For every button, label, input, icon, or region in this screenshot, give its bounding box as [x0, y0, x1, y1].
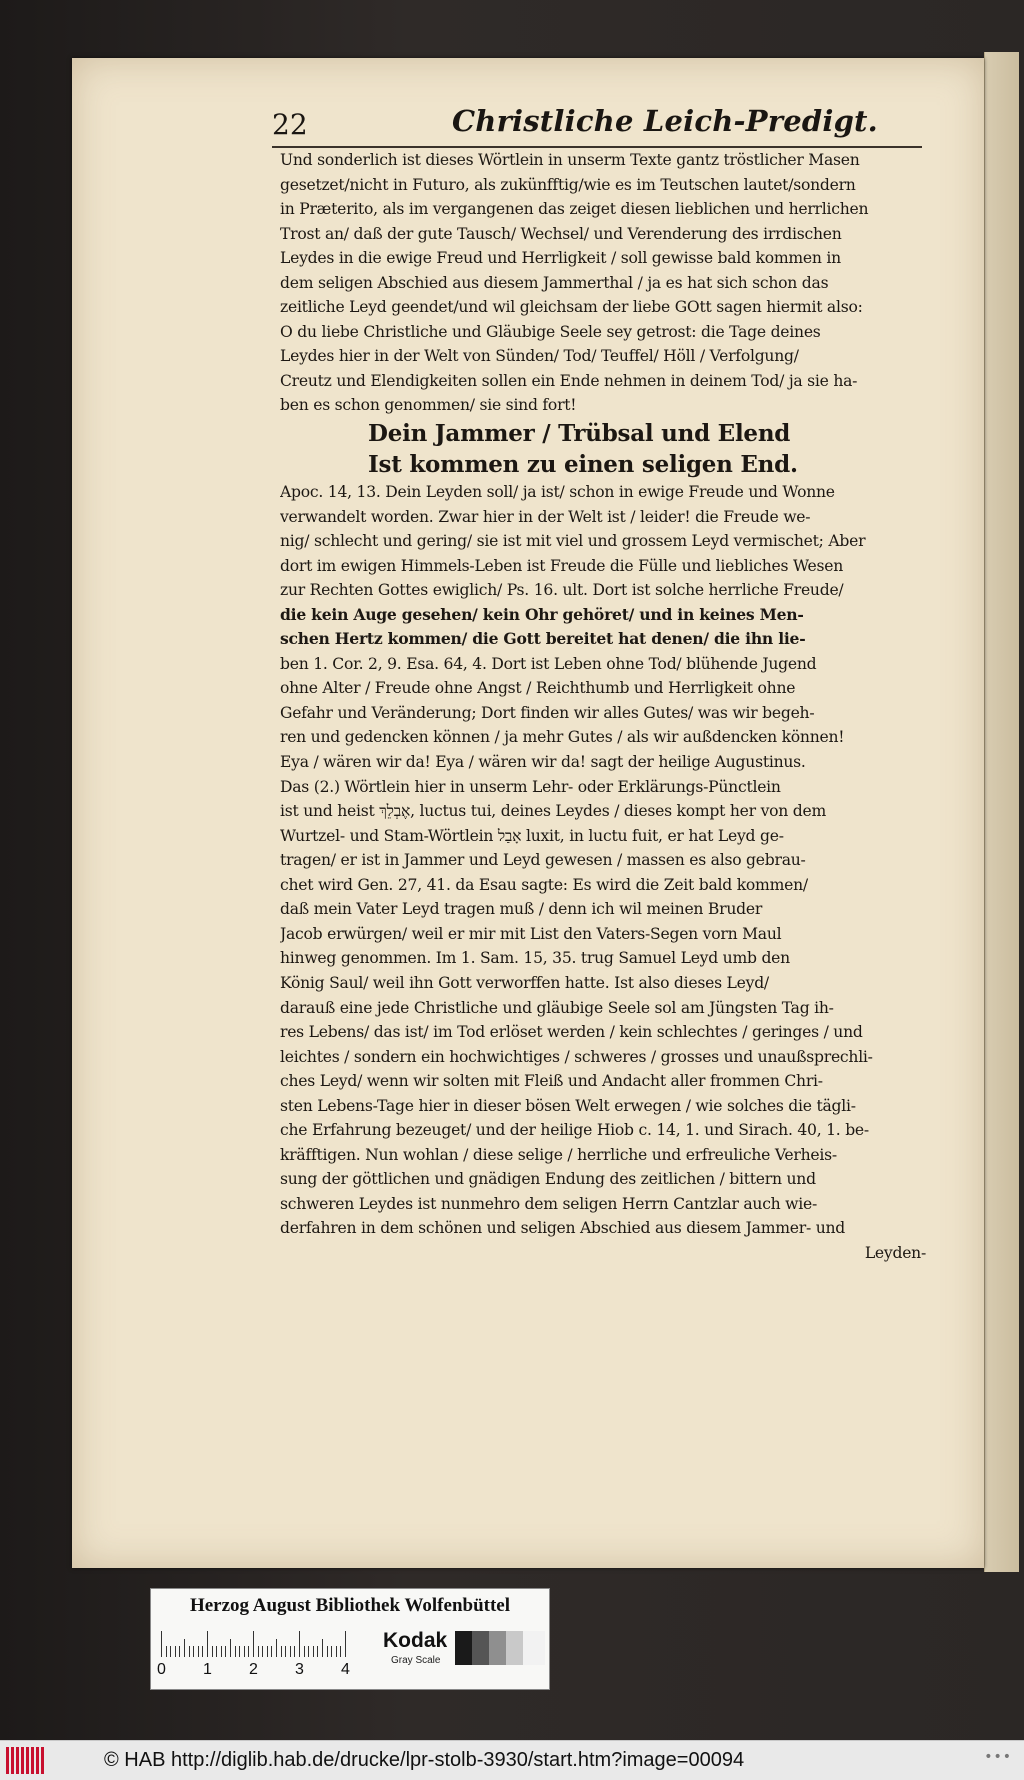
- text-line: dort im ewigen Himmels-Leben ist Freude die Fülle und liebliches Wesen: [280, 556, 844, 575]
- text-line: König Saul/ weil ihn Gott verworffen hatte. Ist also dieses Leyd/: [280, 973, 769, 992]
- text-line: hinweg genommen. Im 1. Sam. 15, 35. trug Samuel Leyd umb den: [280, 949, 790, 968]
- hab-logo-icon: [6, 1747, 44, 1774]
- text-line: ben 1. Cor. 2, 9. Esa. 64, 4. Dort ist Leben ohne Tod/ blühende Jugend: [280, 654, 817, 673]
- ruler-tick: [308, 1646, 309, 1657]
- text-line: Leydes in die ewige Freud und Herrligkeit / soll gewisse bald kommen in: [280, 249, 841, 268]
- text-line: zur Rechten Gottes ewiglich/ Ps. 16. ult. Dort ist solche herrliche Freude/: [280, 581, 844, 600]
- text-line: chet wird Gen. 27, 41. da Esau sagte: Es wird die Zeit bald kommen/: [280, 875, 808, 894]
- text-line: ohne Alter / Freude ohne Angst / Reichthumb und Herrligkeit ohne: [280, 679, 796, 698]
- text-line: ren und gedencken können / ja mehr Gutes / als wir außdencken können!: [280, 728, 845, 747]
- ruler-tick: [189, 1646, 190, 1657]
- ruler-tick: [216, 1646, 217, 1657]
- ruler-tick: [258, 1646, 259, 1657]
- ruler-tick: [276, 1639, 277, 1657]
- text-line: che Erfahrung bezeuget/ und der heilige Hiob c. 14, 1. und Sirach. 40, 1. be-: [280, 1121, 869, 1140]
- ruler-tick: [267, 1646, 268, 1657]
- text-line: Creutz und Elendigkeiten sollen ein Ende nehmen in deinem Tod/ ja sie ha-: [280, 371, 858, 390]
- ruler-tick: [175, 1646, 176, 1657]
- body-text: [280, 148, 926, 1266]
- running-title: Christliche Leich-Predigt.: [452, 104, 878, 138]
- ruler-tick: [207, 1631, 208, 1657]
- text-line: O du liebe Christliche und Gläubige Seele sey getrost: die Tage deines: [280, 322, 821, 341]
- page-header: [272, 104, 922, 148]
- text-line: ches Leyd/ wenn wir solten mit Fleiß und Andacht aller frommen Chri-: [280, 1072, 823, 1091]
- ruler-tick: [239, 1646, 240, 1657]
- scan-label-card: [150, 1588, 550, 1690]
- text-line: ist und heist אֶבְלֵךְ, luctus tui, deines Leydes / dieses kompt her von dem: [280, 802, 827, 821]
- institution-name: Herzog August Bibliothek Wolfenbüttel: [189, 1595, 511, 1616]
- text-line: die kein Auge gesehen/ kein Ohr gehöret/ und in keines Men-: [280, 604, 804, 624]
- ruler-tick: [244, 1646, 245, 1657]
- verse-line: Dein Jammer / Trübsal und Elend: [368, 420, 791, 448]
- text-line: res Lebens/ das ist/ im Tod erlöset werden / kein schlechtes / geringes / und: [280, 1023, 863, 1042]
- text-line: Eya / wären wir da! Eya / wären wir da! sagt der heilige Augustinus.: [280, 753, 806, 772]
- ruler-tick: [322, 1639, 323, 1657]
- ruler-tick: [225, 1646, 226, 1657]
- ruler-number: 2: [249, 1661, 258, 1678]
- text-line: nig/ schlecht und gering/ sie ist mit viel und grossem Leyd vermischet; Aber: [280, 532, 866, 551]
- next-page-edge: [984, 52, 1019, 1572]
- text-line: gesetzet/nicht in Futuro, als zukünfftig/wie es im Teutschen lautet/sondern: [280, 175, 856, 194]
- text-line: Gefahr und Veränderung; Dort finden wir alles Gutes/ was wir begeh-: [280, 703, 815, 722]
- text-line: kräfftigen. Nun wohlan / diese selige / herrliche und erfreuliche Verheis-: [280, 1145, 837, 1164]
- ruler-tick: [161, 1631, 162, 1657]
- text-line: dem seligen Abschied aus diesem Jammerthal / ja es hat sich schon das: [280, 273, 829, 292]
- ruler-tick: [198, 1646, 199, 1657]
- ruler-tick: [345, 1631, 346, 1657]
- text-line: Wurtzel- und Stam-Wörtlein אָבַל luxit, in luctu fuit, er hat Leyd ge-: [280, 826, 784, 845]
- more-dots-icon[interactable]: •••: [984, 1749, 1012, 1765]
- kodak-brand: Kodak: [383, 1629, 448, 1652]
- ruler-tick: [262, 1646, 263, 1657]
- ruler-tick: [170, 1646, 171, 1657]
- text-line: in Præterito, als im vergangenen das zeiget diesen lieblichen und herrlichen: [280, 200, 869, 219]
- text-line: Trost an/ daß der gute Tausch/ Wechsel/ und Verenderung des irrdischen: [280, 224, 842, 243]
- page-number: 22: [272, 108, 308, 141]
- text-line: derfahren in dem schönen und seligen Abschied aus diesem Jammer- und: [280, 1219, 846, 1238]
- text-line: ben es schon genommen/ sie sind fort!: [280, 396, 577, 415]
- ruler-tick: [281, 1646, 282, 1657]
- ruler-tick: [235, 1646, 236, 1657]
- text-line: sten Lebens-Tage hier in dieser bösen Welt erwegen / wie solches die tägli-: [280, 1096, 856, 1115]
- text-line: verwandelt worden. Zwar hier in der Welt ist / leider! die Freude we-: [280, 507, 811, 526]
- text-line: zeitliche Leyd geendet/und wil gleichsam der liebe GOtt sagen hiermit also:: [280, 298, 863, 317]
- text-line: tragen/ er ist in Jammer und Leyd gewesen / massen es also gebrau-: [280, 851, 806, 870]
- gray-scale-caption: Gray Scale: [391, 1655, 441, 1666]
- text-line: Leydes hier in der Welt von Sünden/ Tod/ Teuffel/ Höll / Verfolgung/: [280, 347, 799, 366]
- ruler-tick: [271, 1646, 272, 1657]
- verse-line: Ist kommen zu einen seligen End.: [368, 451, 798, 479]
- text-line: darauß eine jede Christliche und gläubige Seele sol am Jüngsten Tag ih-: [280, 998, 834, 1017]
- ruler-number: 3: [295, 1661, 304, 1678]
- text-line: Und sonderlich ist dieses Wörtlein in unserm Texte gantz tröstlicher Masen: [280, 151, 860, 169]
- ruler-tick: [340, 1646, 341, 1657]
- text-line: leichtes / sondern ein hochwichtiges / schweres / grosses und unaußsprechli-: [280, 1047, 873, 1066]
- ruler-tick: [317, 1646, 318, 1657]
- ruler-tick: [184, 1639, 185, 1657]
- ruler-tick: [304, 1646, 305, 1657]
- ruler-scale: [161, 1627, 371, 1657]
- ruler-tick: [294, 1646, 295, 1657]
- ruler-tick: [290, 1646, 291, 1657]
- text-line: Das (2.) Wörtlein hier in unserm Lehr- oder Erklärungs-Pünctlein: [280, 777, 781, 796]
- ruler-number: 0: [157, 1661, 166, 1678]
- ruler-tick: [193, 1646, 194, 1657]
- ruler-tick: [166, 1646, 167, 1657]
- ruler-tick: [248, 1646, 249, 1657]
- text-line: Apoc. 14, 13. Dein Leyden soll/ ja ist/ schon in ewige Freude und Wonne: [280, 483, 835, 502]
- text-line: Jacob erwürgen/ weil er mir mit List den Vaters-Segen vorn Maul: [280, 924, 782, 943]
- ruler-tick: [285, 1646, 286, 1657]
- ruler-tick: [336, 1646, 337, 1657]
- ruler-tick: [230, 1639, 231, 1657]
- ruler-tick: [331, 1646, 332, 1657]
- ruler-tick: [313, 1646, 314, 1657]
- ruler-tick: [179, 1646, 180, 1657]
- gray-swatch: [523, 1631, 545, 1665]
- ruler-number: 1: [203, 1661, 212, 1678]
- text-line: schen Hertz kommen/ die Gott bereitet hat denen/ die ihn lie-: [280, 629, 806, 649]
- ruler-number: 4: [341, 1661, 350, 1678]
- ruler-tick: [299, 1631, 300, 1657]
- status-bar: [0, 1740, 1024, 1780]
- text-line: sung der göttlichen und gnädigen Endung des zeitlichen / bittern und: [280, 1170, 816, 1189]
- text-line: schweren Leydes ist nunmehro dem seligen Herrn Cantzlar auch wie-: [280, 1194, 818, 1213]
- ruler-tick: [327, 1646, 328, 1657]
- ruler-tick: [202, 1646, 203, 1657]
- text-line: daß mein Vater Leyd tragen muß / denn ich wil meinen Bruder: [280, 900, 763, 919]
- ruler-numbers: [157, 1661, 371, 1681]
- ruler-tick: [212, 1646, 213, 1657]
- ruler-tick: [253, 1631, 254, 1657]
- ruler-tick: [221, 1646, 222, 1657]
- page-url[interactable]: © HAB http://diglib.hab.de/drucke/lpr-stolb-3930/start.htm?image=00094: [104, 1749, 745, 1771]
- text-line: Leyden-: [864, 1243, 926, 1262]
